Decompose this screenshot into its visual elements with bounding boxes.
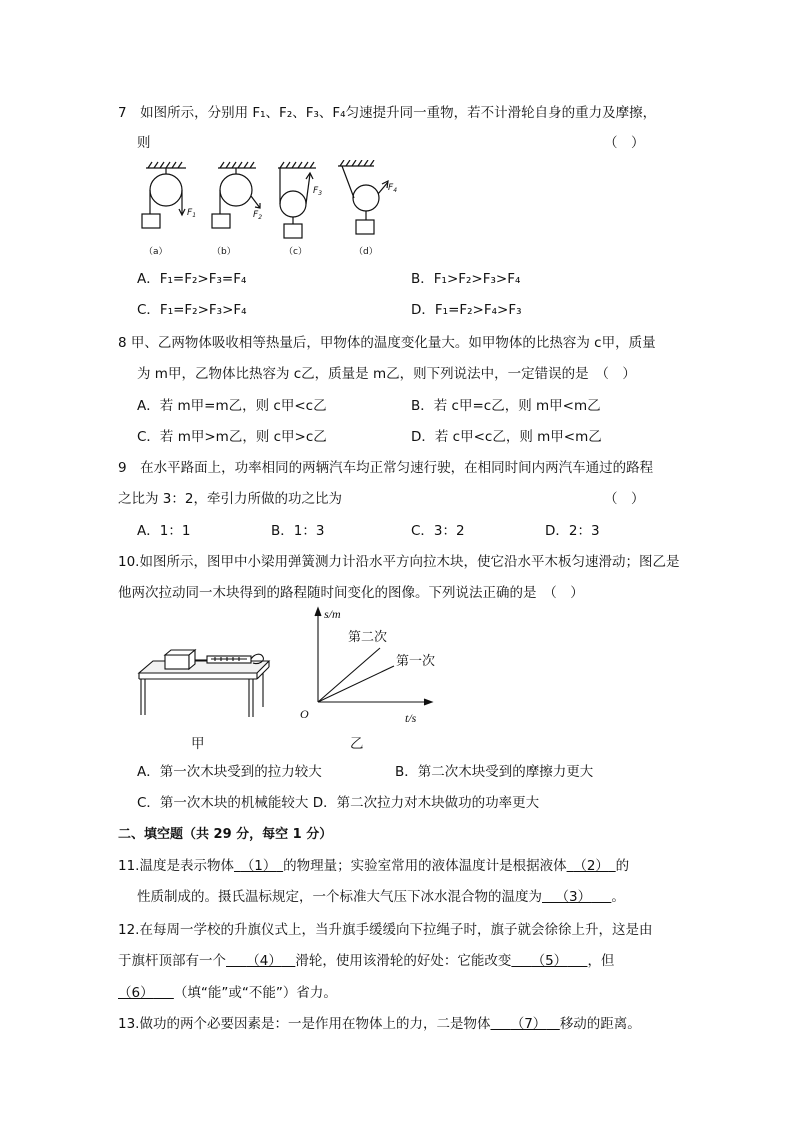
pulley-d: [338, 160, 388, 234]
force-label-3: $F_3$: [313, 186, 323, 197]
blank-1: （1）: [240, 858, 277, 874]
q8-option-d: D．若 c甲<c乙，则 m甲<m乙: [411, 429, 602, 445]
q9-option-a: A．1：1: [137, 523, 191, 539]
line-first-run: [318, 666, 394, 702]
figure-label-a: （a）: [144, 247, 168, 257]
distance-time-graph: [290, 598, 450, 724]
q10-option-a: A．第一次木块受到的拉力较大: [137, 764, 322, 780]
q7-option-c: C．F₁=F₂>F₃>F₄: [137, 302, 247, 318]
line-first-label: 第一次: [396, 654, 436, 669]
blank-5: （5）: [531, 953, 568, 969]
spring-scale-table-figure: [135, 645, 275, 725]
q12-text-e: （填“能”或“不能”）省力。: [173, 985, 337, 1001]
q13-text-c: 移动的距离。: [559, 1016, 641, 1032]
q7-stem-line1: 7 如图所示，分别用 F₁、F₂、F₃、F₄匀速提升同一重物，若不计滑轮自身的重力及摩擦，: [118, 105, 657, 121]
pulley-figure: [130, 160, 420, 260]
figure-label-jia: 甲: [191, 736, 205, 752]
q8-stem-line2: 为 m甲，乙物体比热容为 c乙，质量是 m乙，则下列说法中，一定错误的是 （ ）: [137, 366, 636, 382]
section2-title: 二、填空题（共 29 分，每空 1 分）: [118, 827, 333, 842]
q13-text-a: 13.做功的两个必要因素是：一是作用在物体上的力，二是物体: [118, 1016, 491, 1032]
q7-answer-paren: （ ）: [604, 135, 645, 151]
line-second-label: 第二次: [348, 630, 388, 645]
q10-option-b: B．第二次木块受到的摩擦力更大: [395, 764, 594, 780]
blank-2: （2）: [573, 858, 609, 874]
q9-option-b: B．1：3: [271, 523, 325, 539]
q11-line1: [118, 857, 629, 875]
q11-text-e: 性质制成的。摄氏温标规定，一个标准大气压下冰水混合物的温度为: [137, 889, 542, 905]
q9-option-d: D．2：3: [545, 523, 600, 539]
x-axis-label: t/s: [405, 711, 417, 724]
q11-text-d: 的: [615, 858, 630, 874]
figure-label-c: （c）: [284, 247, 307, 257]
q12-line3: [118, 984, 337, 1002]
line-second-run: [318, 648, 380, 702]
q7-option-b: B．F₁>F₂>F₃>F₄: [411, 271, 521, 287]
blank-6: （6）: [118, 985, 154, 1001]
q8-stem-line1: 8 甲、乙两物体吸收相等热量后，甲物体的温度变化量大。如甲物体的比热容为 c甲，质量: [118, 335, 656, 351]
force-label-1: $F_1$: [187, 208, 197, 219]
q7-option-a: A．F₁=F₂>F₃=F₄: [137, 271, 247, 287]
force-label-4: $F_4$: [388, 183, 398, 194]
q11-text-a: 11.温度是表示物体: [118, 858, 234, 874]
q9-stem-line1: 9 在水平路面上，功率相同的两辆汽车均正常匀速行驶，在相同时间内两汽车通过的路程: [118, 460, 654, 476]
q10-stem-line2: 他两次拉动同一木块得到的路程随时间变化的图像。下列说法正确的是 （ ）: [118, 585, 584, 601]
q11-text-f: 。: [611, 889, 625, 905]
q11-line2: [137, 888, 625, 906]
q10-option-cd: C．第一次木块的机械能较大 D．第二次拉力对木块做功的功率更大: [137, 795, 540, 811]
q8-option-c: C．若 m甲>m乙，则 c甲>c乙: [137, 429, 327, 445]
q7-option-d: D．F₁=F₂>F₄>F₃: [411, 302, 522, 318]
figure-label-b: （b）: [212, 247, 236, 257]
q9-option-c: C．3：2: [411, 523, 465, 539]
q9-stem-line2: 之比为 3：2，牵引力所做的功之比为: [118, 491, 342, 507]
pulley-c: [278, 162, 316, 238]
blank-3: （3）: [555, 889, 592, 905]
figure-label-yi: 乙: [350, 736, 364, 752]
q12-line2: [118, 952, 614, 970]
y-axis-label: s/m: [324, 607, 341, 621]
q9-answer-paren: （ ）: [604, 491, 645, 507]
q8-option-a: A．若 m甲=m乙，则 c甲<c乙: [137, 398, 327, 414]
q12-line1: 12.在每周一学校的升旗仪式上，当升旗手缓缓向下拉绳子时，旗子就会徐徐上升，这是由: [118, 922, 653, 938]
blank-7: （7）: [510, 1016, 547, 1032]
origin-label: O: [300, 707, 309, 721]
q7-stem-line2: 则: [137, 135, 151, 151]
q12-text-c: 滑轮，使用该滑轮的好处：它能改变: [295, 953, 512, 969]
force-label-2: $F_2$: [253, 210, 263, 221]
pulley-a: [142, 162, 186, 228]
q10-stem-line1: 10.如图所示，图甲中小梁用弹簧测力计沿水平方向拉木块，使它沿水平木板匀速滑动；图乙是: [118, 554, 680, 570]
q11-text-c: 的物理量；实验室常用的液体温度计是根据液体: [283, 858, 567, 874]
q12-text-d: ，但: [587, 953, 615, 969]
q8-option-b: B．若 c甲=c乙，则 m甲<m乙: [411, 398, 601, 414]
q12-text-a: 于旗杆顶部有一个: [118, 953, 226, 969]
figure-label-d: （d）: [354, 247, 378, 257]
blank-4: （4）: [246, 953, 282, 969]
q13-line1: [118, 1015, 641, 1033]
